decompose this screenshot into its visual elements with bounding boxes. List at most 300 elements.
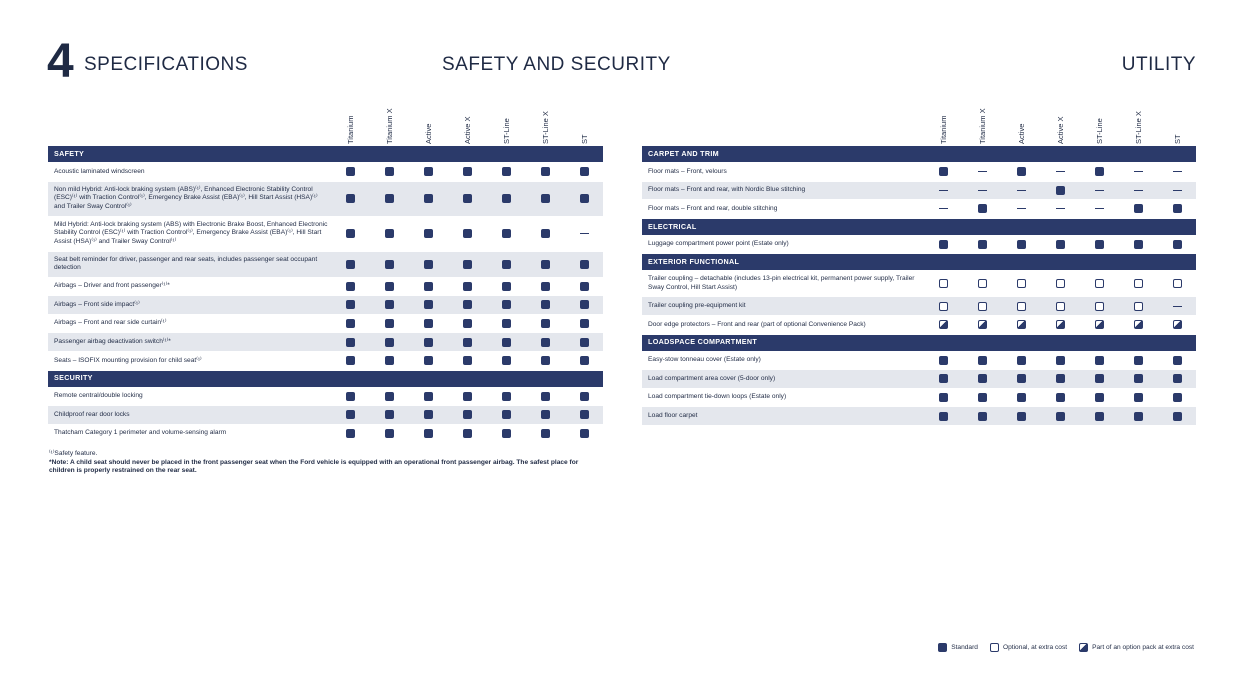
pack-marker-icon [1079,643,1088,652]
standard-marker-icon [502,319,511,328]
row-label: Acoustic laminated windscreen [54,167,145,175]
spec-cell [939,279,948,288]
spec-cell [502,319,511,328]
standard-marker-icon [978,393,987,402]
row-label: ELECTRICAL [648,221,697,231]
standard-marker-icon [1095,356,1104,365]
spec-cell [1095,356,1104,365]
spec-cell [1134,240,1143,249]
spec-cell [1056,204,1065,213]
standard-marker-icon [580,167,589,176]
row-label: Floor mats – Front and rear, double stitching [648,204,778,212]
optional-marker-icon [1095,302,1104,311]
spec-cell [978,240,987,249]
standard-marker-icon [346,300,355,309]
spec-cell [580,167,589,176]
standard-marker-icon [1173,374,1182,383]
spec-cell [1017,167,1026,176]
standard-marker-icon [541,282,550,291]
standard-marker-icon [424,282,433,291]
standard-marker-icon [463,356,472,365]
standard-marker-icon [580,356,589,365]
row-label: Seat belt reminder for driver, passenger and rear seats, includes passenger seat occupant detection [54,255,318,272]
spec-cell [1056,356,1065,365]
right-col-header-label: Active X [1056,116,1065,144]
right-section-header [642,254,1196,271]
spec-cell [346,410,355,419]
spec-cell [580,319,589,328]
spec-cell [502,167,511,176]
legend-standard [938,643,978,652]
standard-marker-icon [580,338,589,347]
spec-cell [1017,302,1026,311]
standard-marker-icon [346,392,355,401]
standard-marker-icon [939,412,948,421]
standard-marker-icon [1134,240,1143,249]
standard-marker-icon [939,167,948,176]
standard-marker-icon [1056,393,1065,402]
spec-cell [463,319,472,328]
standard-marker-icon [580,429,589,438]
standard-marker-icon [1056,356,1065,365]
spec-cell [385,392,394,401]
spec-cell [1095,412,1104,421]
standard-marker-icon [502,338,511,347]
spec-cell [463,260,472,269]
left-col-header [463,98,475,144]
left-col-header-label: Active [424,123,433,144]
standard-marker-icon [1017,240,1026,249]
row-label: Remote central/double locking [54,392,143,400]
standard-marker-icon [463,338,472,347]
spec-cell [939,204,948,213]
row-label: Floor mats – Front and rear, with Nordic Blue stitching [648,186,806,194]
right-table-row [642,163,1196,182]
spec-cell [580,410,589,419]
spec-cell [1134,186,1143,195]
spec-cell [978,412,987,421]
spec-cell [580,194,589,203]
spec-cell [939,356,948,365]
left-col-header-label: Active X [463,116,472,144]
standard-marker-icon [1056,412,1065,421]
spec-cell [346,338,355,347]
standard-marker-icon [463,429,472,438]
optional-marker-icon [1056,302,1065,311]
spec-cell [541,229,550,238]
standard-marker-icon [939,393,948,402]
standard-marker-icon [385,356,394,365]
left-col-header [346,98,358,144]
spec-cell [541,410,550,419]
spec-cell [939,412,948,421]
standard-marker-icon [541,356,550,365]
row-label: Seats – ISOFIX mounting provision for child seat⁽¹⁾ [54,356,202,364]
standard-marker-icon [385,229,394,238]
standard-marker-icon [502,194,511,203]
spec-cell [502,356,511,365]
left-table-row [48,278,603,297]
right-table-row [642,352,1196,371]
standard-marker-icon [346,260,355,269]
standard-marker-icon [385,392,394,401]
left-table-row [48,333,603,352]
optional-marker-icon [1017,279,1026,288]
optional-marker-icon [978,279,987,288]
optional-marker-icon [1056,279,1065,288]
chapter-number: 4 [47,35,74,88]
standard-marker-icon [1095,393,1104,402]
legend-optional-label: Optional, at extra cost [1002,644,1068,651]
not-available-dash-icon [1095,208,1104,209]
standard-marker-icon [424,429,433,438]
spec-cell [541,260,550,269]
standard-marker-icon [1017,393,1026,402]
standard-marker-icon [978,240,987,249]
standard-marker-icon [1173,240,1182,249]
standard-marker-icon [385,194,394,203]
standard-marker-icon [1134,393,1143,402]
left-col-header-label: ST-Line [502,118,511,144]
not-available-dash-icon [1134,190,1143,191]
right-col-header-label: ST-Line [1095,118,1104,144]
left-table-row [48,406,603,425]
legend-optional [990,643,1067,652]
spec-cell [1134,167,1143,176]
spec-cell [580,229,589,238]
utility-section-title: UTILITY [1121,54,1196,75]
left-table-row [48,182,603,217]
standard-marker-icon [424,338,433,347]
spec-cell [1017,412,1026,421]
spec-cell [385,194,394,203]
not-available-dash-icon [978,171,987,172]
standard-marker-icon [463,229,472,238]
spec-cell [1095,204,1104,213]
row-label: Mild Hybrid: Anti-lock braking system (ABS) with Electronic Brake Boost, Enhanced Electronic Stability Control (ESC)⁽¹⁾ with Traction Control⁽¹⁾, Emergency Brake Assist (EBA)⁽¹⁾, Hill Start Assist (HSA)⁽¹⁾ and Trailer Sway Control⁽¹⁾ [54,220,328,245]
right-table-row [642,316,1196,335]
optional-marker-icon [1095,279,1104,288]
left-table-row [48,425,603,444]
utility-column-headers [642,100,1196,146]
standard-marker-icon [1173,204,1182,213]
standard-marker-icon [502,392,511,401]
spec-cell [424,410,433,419]
spec-cell [1173,240,1182,249]
left-table-row [48,315,603,334]
not-available-dash-icon [1017,208,1026,209]
left-section-header [48,146,603,163]
spec-cell [1173,356,1182,365]
standard-marker-icon [346,356,355,365]
spec-cell [978,204,987,213]
left-col-header [424,98,436,144]
standard-marker-icon [1095,240,1104,249]
spec-cell [1017,356,1026,365]
right-section-header [642,219,1196,236]
standard-marker-icon [1056,186,1065,195]
spec-cell [463,429,472,438]
standard-marker-icon [938,643,947,652]
standard-marker-icon [580,260,589,269]
spec-cell [1134,374,1143,383]
spec-cell [1095,240,1104,249]
spec-cell [1134,204,1143,213]
spec-cell [346,429,355,438]
optional-marker-icon [990,643,999,652]
spec-cell [1017,393,1026,402]
legend-pack-label: Part of an option pack at extra cost [1092,644,1194,651]
spec-cell [939,320,948,329]
standard-marker-icon [1095,374,1104,383]
optional-marker-icon [1134,302,1143,311]
spec-cell [502,410,511,419]
spec-cell [1173,412,1182,421]
left-table-row [48,217,603,252]
optional-marker-icon [939,302,948,311]
row-label: LOADSPACE COMPARTMENT [648,337,758,347]
spec-cell [580,260,589,269]
standard-marker-icon [463,392,472,401]
spec-cell [580,282,589,291]
pack-marker-icon [1017,320,1026,329]
left-table-row [48,352,603,371]
spec-cell [1017,204,1026,213]
spec-cell [1134,412,1143,421]
standard-marker-icon [424,356,433,365]
spec-cell [1173,374,1182,383]
spec-cell [502,338,511,347]
spec-cell [1017,279,1026,288]
spec-cell [580,392,589,401]
standard-marker-icon [1173,393,1182,402]
utility-rows [642,146,1196,426]
standard-marker-icon [978,356,987,365]
spec-cell [385,338,394,347]
spec-cell [424,392,433,401]
spec-cell [385,356,394,365]
right-col-header [939,98,951,144]
spec-cell [1056,302,1065,311]
standard-marker-icon [939,374,948,383]
spec-cell [978,167,987,176]
row-label: Easy-stow tonneau cover (Estate only) [648,356,761,364]
spec-cell [385,167,394,176]
pack-marker-icon [1134,320,1143,329]
standard-marker-icon [541,229,550,238]
spec-cell [1134,393,1143,402]
spec-cell [978,393,987,402]
right-col-header [1017,98,1029,144]
spec-cell [1017,240,1026,249]
right-col-header [1134,98,1146,144]
spec-cell [385,319,394,328]
right-table-row [642,407,1196,426]
not-available-dash-icon [1056,208,1065,209]
standard-marker-icon [580,300,589,309]
standard-marker-icon [502,167,511,176]
chapter-title: SPECIFICATIONS [84,54,248,75]
spec-cell [385,229,394,238]
spec-cell [978,356,987,365]
spec-cell [502,194,511,203]
standard-marker-icon [346,410,355,419]
standard-marker-icon [541,260,550,269]
spec-cell [1017,186,1026,195]
footnote [49,450,604,476]
standard-marker-icon [502,229,511,238]
legend-standard-label: Standard [951,644,978,651]
spec-cell [1095,320,1104,329]
not-available-dash-icon [1173,171,1182,172]
spec-cell [385,429,394,438]
spec-cell [1095,302,1104,311]
left-col-header [385,98,397,144]
footnote-airbag-note: *Note: A child seat should never be placed in the front passenger seat when the Ford vehicle is equipped with an operational front passenger airbag. The safest place for children is properly restrained on the rear seat. [49,458,579,474]
spec-cell [463,167,472,176]
pack-marker-icon [978,320,987,329]
not-available-dash-icon [978,190,987,191]
legend-pack [1079,643,1194,652]
row-label: Airbags – Front side impact⁽¹⁾ [54,300,140,308]
standard-marker-icon [541,338,550,347]
right-col-header-label: ST-Line X [1134,111,1143,144]
row-label: Airbags – Front and rear side curtain⁽¹⁾ [54,319,167,327]
right-col-header-label: ST [1173,134,1182,144]
spec-cell [939,393,948,402]
spec-cell [1173,302,1182,311]
utility-table [642,100,1196,426]
optional-marker-icon [1173,279,1182,288]
standard-marker-icon [385,300,394,309]
spec-cell [1173,393,1182,402]
right-col-header [1173,98,1185,144]
right-table-row [642,297,1196,316]
row-label: Passenger airbag deactivation switch⁽¹⁾* [54,337,171,345]
standard-marker-icon [580,194,589,203]
standard-marker-icon [1095,167,1104,176]
optional-marker-icon [939,279,948,288]
standard-marker-icon [541,429,550,438]
standard-marker-icon [541,167,550,176]
spec-cell [939,240,948,249]
standard-marker-icon [385,167,394,176]
spec-cell [346,392,355,401]
spec-cell [424,260,433,269]
standard-marker-icon [939,240,948,249]
row-label: Trailer coupling pre-equipment kit [648,301,746,309]
spec-cell [385,410,394,419]
spec-cell [385,300,394,309]
right-table-row [642,271,1196,297]
spec-cell [346,282,355,291]
standard-marker-icon [1134,204,1143,213]
row-label: Non mild Hybrid: Anti-lock braking system (ABS)⁽¹⁾, Enhanced Electronic Stability Control (ESC)⁽¹⁾ with Traction Control⁽¹⁾, Emergency Brake Assist (EBA)⁽¹⁾, Hill Start Assist (HSA)⁽¹⁾ and Trailer Sway Control⁽¹⁾ [54,185,318,210]
standard-marker-icon [385,282,394,291]
standard-marker-icon [463,260,472,269]
standard-marker-icon [424,410,433,419]
spec-cell [1173,320,1182,329]
standard-marker-icon [1173,356,1182,365]
spec-cell [541,282,550,291]
spec-cell [939,167,948,176]
spec-cell [1173,279,1182,288]
spec-cell [463,338,472,347]
spec-cell [939,374,948,383]
spec-cell [978,320,987,329]
standard-marker-icon [424,194,433,203]
standard-marker-icon [580,319,589,328]
optional-marker-icon [1017,302,1026,311]
pack-marker-icon [1095,320,1104,329]
standard-marker-icon [346,167,355,176]
spec-cell [1056,167,1065,176]
standard-marker-icon [502,300,511,309]
standard-marker-icon [541,194,550,203]
right-table-row [642,389,1196,408]
standard-marker-icon [1017,167,1026,176]
standard-marker-icon [346,282,355,291]
spec-cell [424,429,433,438]
row-label: Load compartment tie-down loops (Estate only) [648,393,787,401]
optional-marker-icon [1134,279,1143,288]
standard-marker-icon [1134,412,1143,421]
safety-section-title: SAFETY AND SECURITY [442,54,671,75]
row-label: EXTERIOR FUNCTIONAL [648,257,740,267]
standard-marker-icon [463,194,472,203]
spec-cell [1134,302,1143,311]
spec-cell [978,302,987,311]
spec-cell [1173,167,1182,176]
spec-cell [346,229,355,238]
left-table-row [48,388,603,407]
spec-cell [978,186,987,195]
not-available-dash-icon [1095,190,1104,191]
left-col-header-label: ST-Line X [541,111,550,144]
standard-marker-icon [978,204,987,213]
spec-cell [541,338,550,347]
standard-marker-icon [541,300,550,309]
row-label: Floor mats – Front, velours [648,167,727,175]
left-col-header [541,98,553,144]
left-col-header [580,98,592,144]
spec-cell [463,194,472,203]
standard-marker-icon [385,338,394,347]
spec-cell [1017,374,1026,383]
standard-marker-icon [463,319,472,328]
spec-cell [463,356,472,365]
spec-cell [463,410,472,419]
right-table-row [642,182,1196,201]
spec-cell [541,300,550,309]
right-col-header-label: Titanium X [978,108,987,144]
spec-cell [1056,412,1065,421]
spec-cell [1056,279,1065,288]
spec-cell [1056,186,1065,195]
standard-marker-icon [346,229,355,238]
spec-cell [1134,320,1143,329]
standard-marker-icon [1095,412,1104,421]
row-label: Childproof rear door locks [54,410,130,418]
spec-cell [424,356,433,365]
spec-cell [1095,279,1104,288]
standard-marker-icon [1056,240,1065,249]
spec-cell [1095,393,1104,402]
standard-marker-icon [424,319,433,328]
standard-marker-icon [502,429,511,438]
left-col-header-label: Titanium X [385,108,394,144]
standard-marker-icon [1017,374,1026,383]
